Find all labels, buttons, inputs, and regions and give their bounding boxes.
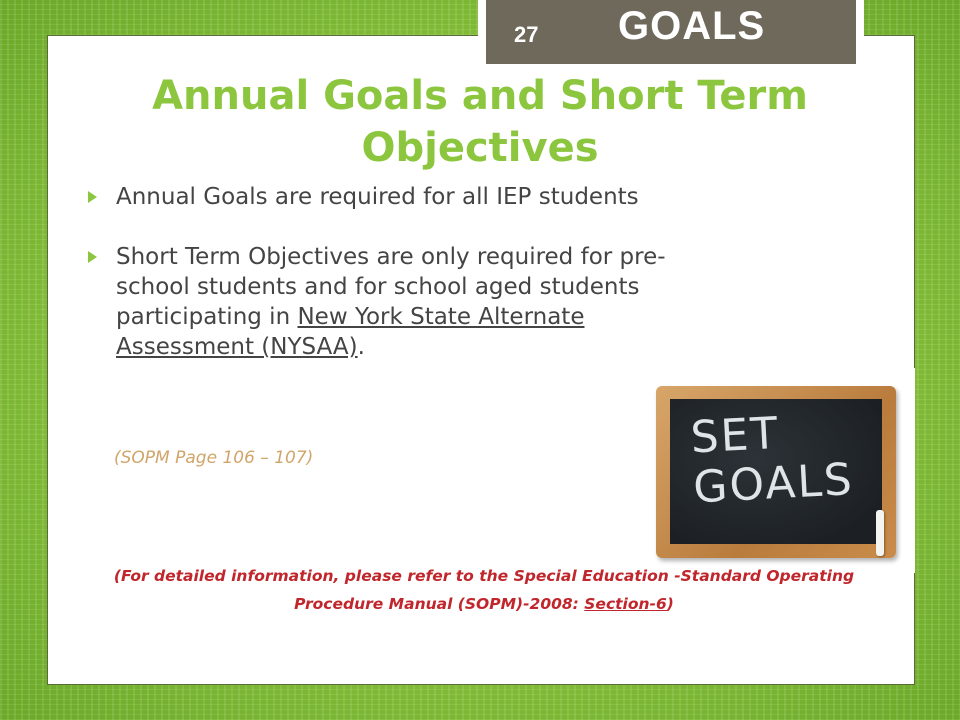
set-goals-image	[650, 368, 915, 573]
section-badge-label: GOALS	[618, 4, 766, 48]
slide-number: 27	[514, 22, 539, 47]
chalkboard-text: SET GOALS	[689, 407, 856, 514]
detail-note-text: (For detailed information, please refer to the Special Education -Standard Operating Procedure Manual (SOPM)-2008:	[113, 567, 855, 613]
section-6-link[interactable]: Section-6	[584, 595, 667, 613]
bullet-text: Short Term Objectives are only required for pre-school students and for school aged students participating in	[116, 244, 666, 330]
bullet-text: Annual Goals are required for all IEP students	[116, 184, 639, 210]
reference-text: (SOPM Page 106 – 107)	[114, 448, 314, 468]
bullet-item	[88, 242, 728, 362]
bullet-arrow-icon	[88, 191, 97, 203]
bullet-item	[88, 182, 728, 212]
bullet-list	[88, 182, 728, 362]
detail-note-end: )	[666, 595, 674, 613]
nysaa-link[interactable]: New York State Alternate Assessment (NYSAA)	[116, 304, 585, 360]
detail-note	[96, 562, 872, 618]
chalkboard-slate	[670, 399, 882, 544]
bullet-arrow-icon	[88, 251, 97, 263]
chalkboard-frame	[656, 386, 896, 558]
bullet-text-end: .	[357, 334, 365, 360]
slide-title: Annual Goals and Short Term Objectives	[152, 73, 808, 171]
chalk-stick	[876, 510, 884, 556]
